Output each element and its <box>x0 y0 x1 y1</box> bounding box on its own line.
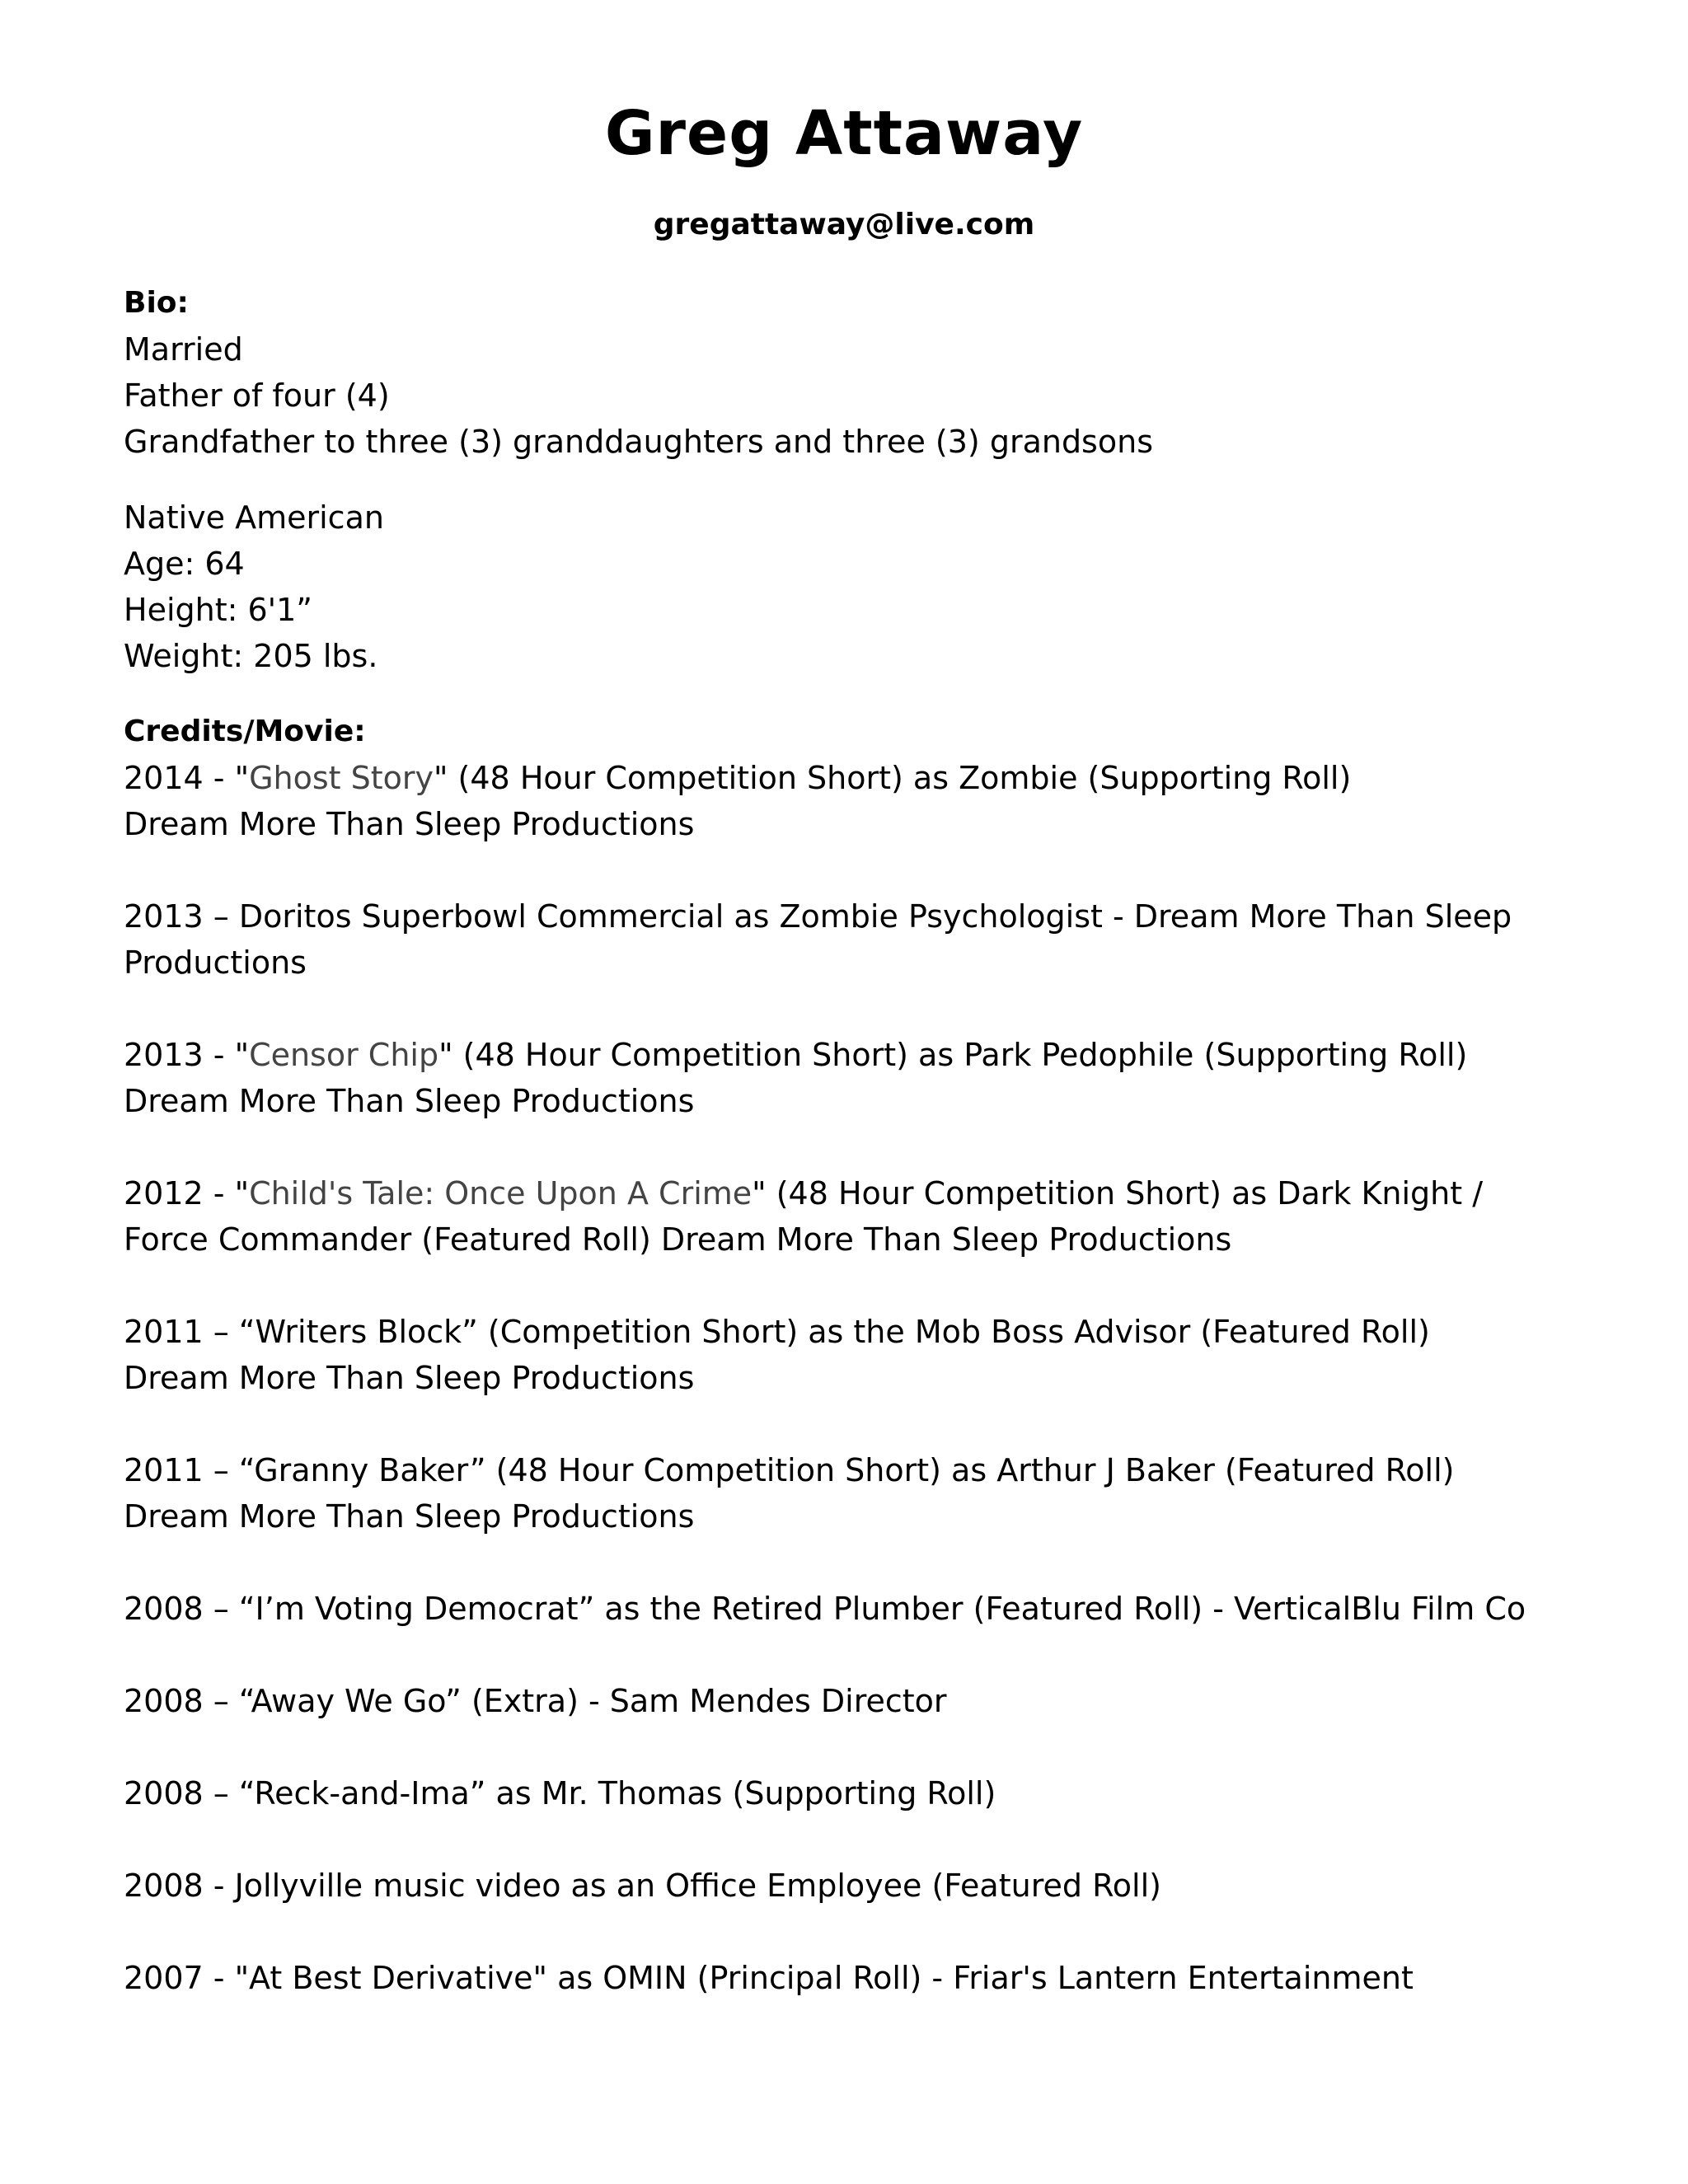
credit-line <box>124 1447 1574 1493</box>
credit-text: " (48 Hour Competition Short) as Park Pedophile (Supporting Roll) <box>438 1037 1468 1073</box>
credits-list <box>124 755 1574 2001</box>
credit-entry <box>124 1309 1574 1401</box>
credit-line <box>124 1678 1574 1724</box>
credit-title-link[interactable]: Censor Chip <box>249 1037 439 1073</box>
credit-line <box>124 755 1574 801</box>
credit-line: Dream More Than Sleep Productions <box>124 1360 695 1396</box>
credit-text: 2013 - " <box>124 1037 250 1073</box>
bio-detail: Age: 64 <box>124 546 245 582</box>
credit-line <box>124 1170 1574 1216</box>
credit-entry <box>124 893 1574 986</box>
credit-line: Dream More Than Sleep Productions <box>124 806 695 842</box>
credit-text: 2008 – “I’m Voting Democrat” as the Retired Plumber (Featured Roll) - VerticalBlu Film Co <box>124 1591 1526 1627</box>
credit-text: 2008 - Jollyville music video as an Office Employee (Featured Roll) <box>124 1868 1161 1904</box>
credit-entry <box>124 755 1574 847</box>
bio-line: Grandfather to three (3) granddaughters and three (3) grandsons <box>124 424 1153 460</box>
credit-entry <box>124 1032 1574 1124</box>
credit-line <box>124 893 1574 940</box>
credit-text: 2011 – “Writers Block” (Competition Short) as the Mob Boss Advisor (Featured Roll) <box>124 1314 1430 1350</box>
credit-text: 2007 - "At Best Derivative" as OMIN (Principal Roll) - Friar's Lantern Entertainment <box>124 1960 1414 1996</box>
credit-text: 2008 – “Away We Go” (Extra) - Sam Mendes Director <box>124 1683 947 1719</box>
credit-text: 2011 – “Granny Baker” (48 Hour Competition Short) as Arthur J Baker (Featured Roll) <box>124 1452 1455 1488</box>
credit-line <box>124 1863 1574 1909</box>
credit-text: 2013 – Doritos Superbowl Commercial as Zombie Psychologist - Dream More Than Sleep <box>124 898 1512 935</box>
credit-text: 2008 – “Reck-and-Ima” as Mr. Thomas (Supporting Roll) <box>124 1775 996 1811</box>
credit-entry <box>124 1678 1574 1724</box>
credit-line <box>124 1032 1574 1078</box>
credit-line: Productions <box>124 944 307 981</box>
resume-name: Greg Attaway <box>604 98 1084 169</box>
credit-title-link[interactable]: Ghost Story <box>249 760 434 796</box>
credit-entry <box>124 1770 1574 1816</box>
bio-heading: Bio: <box>124 286 189 320</box>
credit-line: Dream More Than Sleep Productions <box>124 1083 695 1119</box>
credit-title-link[interactable]: Child's Tale: Once Upon A Crime <box>249 1175 753 1212</box>
email-address[interactable]: gregattaway@live.com <box>653 208 1035 241</box>
bio-line: Father of four (4) <box>124 377 390 414</box>
credit-line <box>124 1770 1574 1816</box>
resume-content <box>124 280 1574 2047</box>
credit-line <box>124 1586 1574 1632</box>
credit-text: " (48 Hour Competition Short) as Zombie (Supporting Roll) <box>434 760 1352 796</box>
credit-entry <box>124 1447 1574 1540</box>
credit-entry <box>124 1170 1574 1263</box>
bio-detail: Native American <box>124 499 384 536</box>
credit-line <box>124 1309 1574 1355</box>
credit-line: Dream More Than Sleep Productions <box>124 1498 695 1535</box>
credit-entry <box>124 1955 1574 2001</box>
credit-text: 2014 - " <box>124 760 250 796</box>
credit-text: 2012 - " <box>124 1175 250 1212</box>
credit-entry <box>124 1863 1574 1909</box>
credit-entry <box>124 1586 1574 1632</box>
bio-line: Married <box>124 331 243 368</box>
credits-heading: Credits/Movie: <box>124 715 366 748</box>
credit-text: " (48 Hour Competition Short) as Dark Knight / <box>752 1175 1484 1212</box>
credit-line <box>124 1955 1574 2001</box>
bio-detail: Weight: 205 lbs. <box>124 638 378 674</box>
bio-detail: Height: 6'1” <box>124 592 312 628</box>
credit-line: Force Commander (Featured Roll) Dream More Than Sleep Productions <box>124 1221 1232 1258</box>
